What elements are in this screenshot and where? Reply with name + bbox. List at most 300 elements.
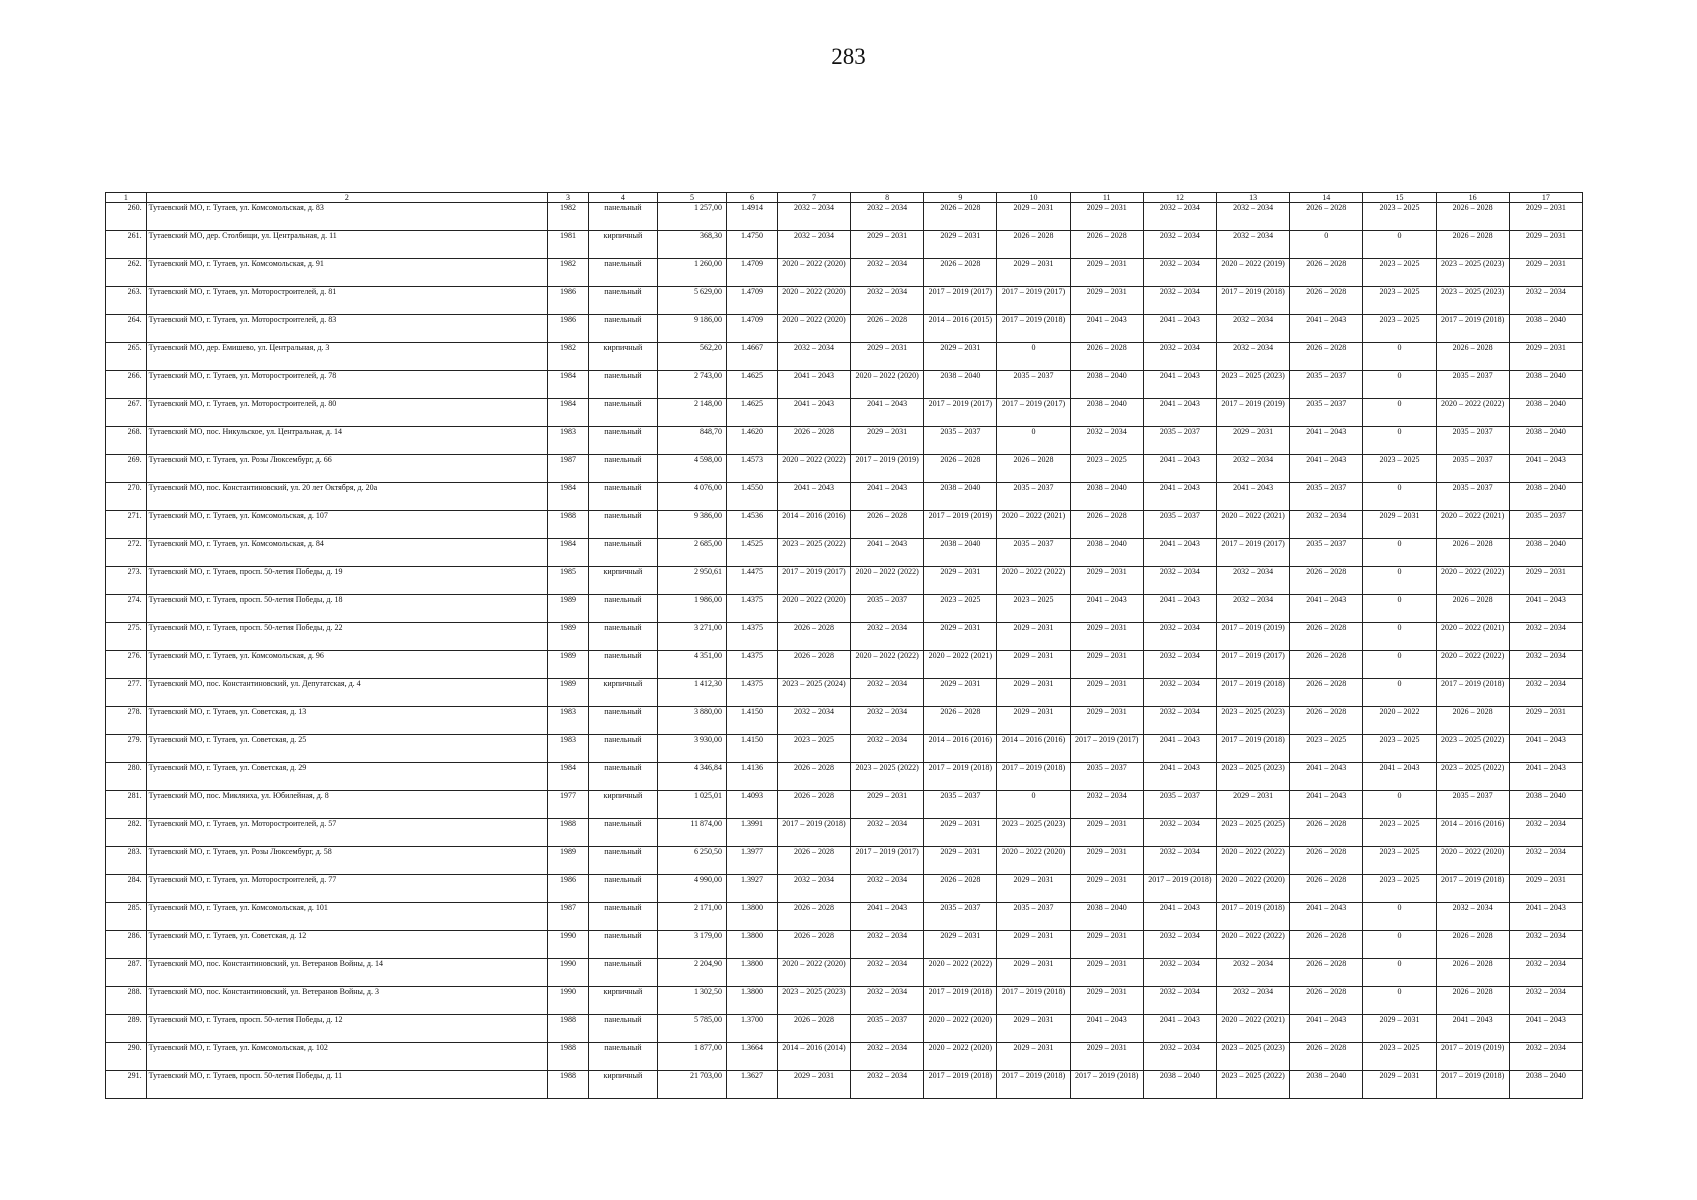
table-cell: 1.4375 — [727, 623, 778, 651]
table-cell: 2017 – 2019 (2018) — [997, 315, 1070, 343]
table-cell: 1.3977 — [727, 847, 778, 875]
table-cell: 1989 — [548, 847, 589, 875]
table-cell: 1984 — [548, 371, 589, 399]
table-cell: 2026 – 2028 — [1070, 231, 1143, 259]
table-cell: 1.3664 — [727, 1043, 778, 1071]
table-cell: 2035 – 2037 — [997, 903, 1070, 931]
table-cell: 1.4914 — [727, 203, 778, 231]
table-cell: панельный — [588, 287, 657, 315]
table-cell: 2035 – 2037 — [1436, 791, 1509, 819]
table-cell: 2026 – 2028 — [1436, 539, 1509, 567]
table-cell: 2 685,00 — [657, 539, 726, 567]
table-cell: 2017 – 2019 (2018) — [1436, 875, 1509, 903]
table-cell: панельный — [588, 483, 657, 511]
table-cell: 2017 – 2019 (2017) — [1216, 539, 1289, 567]
row-number-cell: 262. — [106, 259, 147, 287]
table-row — [106, 651, 1583, 679]
table-cell: 2023 – 2025 — [924, 595, 997, 623]
table-cell: 2032 – 2034 — [1509, 679, 1582, 707]
table-cell: 2020 – 2022 (2021) — [924, 651, 997, 679]
table-row — [106, 427, 1583, 455]
table-cell: 1989 — [548, 595, 589, 623]
table-cell: панельный — [588, 315, 657, 343]
table-cell: 2020 – 2022 (2020) — [1216, 875, 1289, 903]
table-cell: 2029 – 2031 — [1509, 343, 1582, 371]
row-number-cell: 267. — [106, 399, 147, 427]
row-number-cell: 266. — [106, 371, 147, 399]
table-cell: 2035 – 2037 — [851, 595, 924, 623]
table-cell: 1987 — [548, 903, 589, 931]
table-cell: кирпичный — [588, 791, 657, 819]
table-cell: панельный — [588, 959, 657, 987]
table-cell: 0 — [1363, 483, 1436, 511]
table-cell: 2026 – 2028 — [924, 455, 997, 483]
table-cell: панельный — [588, 203, 657, 231]
table-cell: 2029 – 2031 — [997, 259, 1070, 287]
table-cell: 2017 – 2019 (2018) — [924, 763, 997, 791]
table-cell: 2014 – 2016 (2016) — [924, 735, 997, 763]
table-cell: 2029 – 2031 — [777, 1071, 850, 1099]
table-cell: 2014 – 2016 (2015) — [924, 315, 997, 343]
table-cell: 2020 – 2022 (2022) — [1216, 847, 1289, 875]
address-cell: Тутаевский МО, г. Тутаев, ул. Розы Люксембург, д. 58 — [146, 847, 548, 875]
table-cell: 2035 – 2037 — [851, 1015, 924, 1043]
address-cell: Тутаевский МО, пос. Константиновский, ул. Ветеранов Войны, д. 14 — [146, 959, 548, 987]
column-number: 11 — [1070, 193, 1143, 203]
table-cell: 2023 – 2025 — [1363, 847, 1436, 875]
address-cell: Тутаевский МО, г. Тутаев, ул. Комсомольская, д. 84 — [146, 539, 548, 567]
table-cell: 2023 – 2025 — [997, 595, 1070, 623]
table-cell: 2026 – 2028 — [1290, 343, 1363, 371]
table-cell: 2026 – 2028 — [777, 427, 850, 455]
table-cell: 1.4525 — [727, 539, 778, 567]
column-number: 10 — [997, 193, 1070, 203]
table-cell: 2020 – 2022 (2020) — [924, 1043, 997, 1071]
table-cell: 3 930,00 — [657, 735, 726, 763]
address-cell: Тутаевский МО, г. Тутаев, просп. 50-летия Победы, д. 11 — [146, 1071, 548, 1099]
table-cell: 2041 – 2043 — [1509, 455, 1582, 483]
address-cell: Тутаевский МО, г. Тутаев, ул. Советская, д. 29 — [146, 763, 548, 791]
table-cell: 2029 – 2031 — [1363, 1071, 1436, 1099]
table-cell: 2020 – 2022 (2020) — [1436, 847, 1509, 875]
table-row — [106, 903, 1583, 931]
table-cell: 2020 – 2022 (2022) — [997, 567, 1070, 595]
row-number-cell: 284. — [106, 875, 147, 903]
table-row — [106, 315, 1583, 343]
address-cell: Тутаевский МО, г. Тутаев, ул. Моторостроителей, д. 78 — [146, 371, 548, 399]
table-cell: 1.4550 — [727, 483, 778, 511]
table-cell: 2026 – 2028 — [1290, 623, 1363, 651]
table-cell: 2038 – 2040 — [1509, 539, 1582, 567]
table-cell: 4 351,00 — [657, 651, 726, 679]
table-cell: 2017 – 2019 (2018) — [1143, 875, 1216, 903]
table-cell: 2041 – 2043 — [851, 483, 924, 511]
table-cell: 2023 – 2025 (2022) — [851, 763, 924, 791]
table-cell: 0 — [1363, 371, 1436, 399]
column-number: 6 — [727, 193, 778, 203]
table-cell: 2041 – 2043 — [1143, 315, 1216, 343]
table-cell: 2017 – 2019 (2018) — [1436, 679, 1509, 707]
table-cell: 2029 – 2031 — [1070, 651, 1143, 679]
table-cell: 2026 – 2028 — [1290, 931, 1363, 959]
table-cell: 2026 – 2028 — [1070, 343, 1143, 371]
table-cell: 2017 – 2019 (2018) — [1216, 679, 1289, 707]
table-cell: панельный — [588, 511, 657, 539]
table-cell: 1982 — [548, 259, 589, 287]
table-cell: 2041 – 2043 — [1509, 1015, 1582, 1043]
table-cell: 2017 – 2019 (2018) — [777, 819, 850, 847]
column-number-row — [106, 193, 1583, 203]
table-cell: 2026 – 2028 — [1290, 651, 1363, 679]
table-cell: 2041 – 2043 — [1290, 791, 1363, 819]
table-cell: 2029 – 2031 — [851, 231, 924, 259]
table-cell: 2020 – 2022 (2022) — [1436, 567, 1509, 595]
table-cell: 1.4375 — [727, 651, 778, 679]
table-cell: 2017 – 2019 (2019) — [851, 455, 924, 483]
table-cell: 2020 – 2022 (2022) — [777, 455, 850, 483]
address-cell: Тутаевский МО, г. Тутаев, ул. Комсомольская, д. 101 — [146, 903, 548, 931]
table-cell: 2020 – 2022 (2022) — [1216, 931, 1289, 959]
table-cell: 2026 – 2028 — [924, 259, 997, 287]
table-cell: 2029 – 2031 — [1070, 819, 1143, 847]
table-cell: 2032 – 2034 — [777, 707, 850, 735]
table-cell: 2041 – 2043 — [1070, 315, 1143, 343]
table-cell: 2032 – 2034 — [1143, 287, 1216, 315]
table-cell: 2029 – 2031 — [1070, 259, 1143, 287]
table-cell: 2029 – 2031 — [924, 623, 997, 651]
table-cell: 2020 – 2022 (2020) — [924, 1015, 997, 1043]
table-cell: 1990 — [548, 959, 589, 987]
table-cell: 2029 – 2031 — [997, 959, 1070, 987]
table-cell: 2023 – 2025 (2024) — [777, 679, 850, 707]
table-cell: 2032 – 2034 — [1436, 903, 1509, 931]
table-cell: 2029 – 2031 — [1070, 203, 1143, 231]
address-cell: Тутаевский МО, г. Тутаев, ул. Комсомольская, д. 91 — [146, 259, 548, 287]
table-cell: 2032 – 2034 — [851, 287, 924, 315]
table-cell: панельный — [588, 763, 657, 791]
table-cell: панельный — [588, 651, 657, 679]
table-row — [106, 679, 1583, 707]
table-cell: 2026 – 2028 — [1290, 959, 1363, 987]
table-cell: 2026 – 2028 — [1070, 511, 1143, 539]
table-row — [106, 791, 1583, 819]
table-cell: 2029 – 2031 — [997, 203, 1070, 231]
table-cell: панельный — [588, 259, 657, 287]
table-cell: 2029 – 2031 — [1509, 203, 1582, 231]
table-cell: 2017 – 2019 (2018) — [1216, 903, 1289, 931]
table-cell: 2041 – 2043 — [1290, 903, 1363, 931]
table-cell: 2029 – 2031 — [1070, 679, 1143, 707]
table-cell: 2020 – 2022 (2020) — [997, 847, 1070, 875]
row-number-cell: 274. — [106, 595, 147, 623]
table-cell: 2029 – 2031 — [1216, 791, 1289, 819]
row-number-cell: 290. — [106, 1043, 147, 1071]
row-number-cell: 270. — [106, 483, 147, 511]
address-cell: Тутаевский МО, пос. Никульское, ул. Центральная, д. 14 — [146, 427, 548, 455]
table-cell: 2035 – 2037 — [1436, 455, 1509, 483]
table-cell: 2041 – 2043 — [1143, 735, 1216, 763]
table-cell: 0 — [1363, 595, 1436, 623]
table-cell: 1987 — [548, 455, 589, 483]
table-cell: 2017 – 2019 (2018) — [1070, 1071, 1143, 1099]
table-cell: 2032 – 2034 — [851, 987, 924, 1015]
table-cell: 2038 – 2040 — [1070, 539, 1143, 567]
column-number: 15 — [1363, 193, 1436, 203]
table-cell: 2026 – 2028 — [1290, 875, 1363, 903]
table-cell: 2041 – 2043 — [1143, 371, 1216, 399]
table-cell: 2029 – 2031 — [1216, 427, 1289, 455]
table-cell: 2032 – 2034 — [1509, 819, 1582, 847]
table-row — [106, 931, 1583, 959]
table-cell: 2029 – 2031 — [1509, 231, 1582, 259]
table-row — [106, 819, 1583, 847]
page-number: 283 — [831, 44, 866, 69]
table-cell: 2023 – 2025 (2025) — [1216, 819, 1289, 847]
table-row — [106, 595, 1583, 623]
table-cell: 2029 – 2031 — [924, 679, 997, 707]
column-number: 12 — [1143, 193, 1216, 203]
table-cell: 2026 – 2028 — [997, 231, 1070, 259]
row-number-cell: 282. — [106, 819, 147, 847]
table-row — [106, 203, 1583, 231]
table-cell: 2032 – 2034 — [1509, 931, 1582, 959]
column-number: 8 — [851, 193, 924, 203]
table-cell: 2026 – 2028 — [1290, 1043, 1363, 1071]
table-cell: 2029 – 2031 — [997, 679, 1070, 707]
table-cell: 2038 – 2040 — [1509, 399, 1582, 427]
address-cell: Тутаевский МО, г. Тутаев, ул. Советская, д. 13 — [146, 707, 548, 735]
table-cell: 2032 – 2034 — [851, 959, 924, 987]
table-cell: 2041 – 2043 — [1143, 903, 1216, 931]
table-cell: 2023 – 2025 — [1363, 455, 1436, 483]
table-cell: 4 990,00 — [657, 875, 726, 903]
table-cell: 2032 – 2034 — [1216, 595, 1289, 623]
table-cell: 2041 – 2043 — [1070, 595, 1143, 623]
table-cell: 2026 – 2028 — [1436, 931, 1509, 959]
table-cell: 1.3991 — [727, 819, 778, 847]
table-cell: 2026 – 2028 — [851, 511, 924, 539]
table-cell: 2026 – 2028 — [1290, 567, 1363, 595]
table-cell: 2017 – 2019 (2019) — [1436, 1043, 1509, 1071]
table-cell: 2035 – 2037 — [997, 539, 1070, 567]
table-cell: 2029 – 2031 — [1070, 931, 1143, 959]
address-cell: Тутаевский МО, пос. Константиновский, ул. Ветеранов Войны, д. 3 — [146, 987, 548, 1015]
table-cell: 2032 – 2034 — [1216, 567, 1289, 595]
table-cell: 2029 – 2031 — [1070, 623, 1143, 651]
table-cell: панельный — [588, 455, 657, 483]
table-cell: 2017 – 2019 (2019) — [1216, 399, 1289, 427]
row-number-cell: 277. — [106, 679, 147, 707]
table-cell: 562,20 — [657, 343, 726, 371]
table-cell: 2029 – 2031 — [851, 791, 924, 819]
table-cell: 2032 – 2034 — [1216, 455, 1289, 483]
table-cell: 1988 — [548, 1071, 589, 1099]
address-cell: Тутаевский МО, г. Тутаев, ул. Комсомольская, д. 107 — [146, 511, 548, 539]
table-cell: 2017 – 2019 (2017) — [1216, 651, 1289, 679]
table-cell: 0 — [1363, 539, 1436, 567]
table-cell: 0 — [1363, 399, 1436, 427]
table-cell: 2038 – 2040 — [1509, 371, 1582, 399]
table-cell: 0 — [1363, 791, 1436, 819]
table-cell: 2017 – 2019 (2018) — [1216, 287, 1289, 315]
table-cell: 2038 – 2040 — [924, 539, 997, 567]
table-row — [106, 847, 1583, 875]
table-cell: 2038 – 2040 — [1070, 371, 1143, 399]
table-cell: 1988 — [548, 1015, 589, 1043]
table-cell: 5 785,00 — [657, 1015, 726, 1043]
table-cell: 2023 – 2025 (2022) — [1436, 763, 1509, 791]
table-cell: 1981 — [548, 231, 589, 259]
table-cell: 2026 – 2028 — [1290, 847, 1363, 875]
table-cell: 0 — [1363, 651, 1436, 679]
table-cell: 1.4536 — [727, 511, 778, 539]
table-cell: 0 — [1363, 623, 1436, 651]
table-row — [106, 763, 1583, 791]
table-cell: 2035 – 2037 — [1143, 791, 1216, 819]
table-cell: 2041 – 2043 — [1509, 735, 1582, 763]
address-cell: Тутаевский МО, пос. Константиновский, ул. Депутатская, д. 4 — [146, 679, 548, 707]
table-cell: 2026 – 2028 — [777, 847, 850, 875]
table-cell: 2020 – 2022 (2022) — [851, 651, 924, 679]
table-cell: 2017 – 2019 (2017) — [1070, 735, 1143, 763]
column-number: 9 — [924, 193, 997, 203]
table-cell: 4 598,00 — [657, 455, 726, 483]
table-cell: 2023 – 2025 (2023) — [777, 987, 850, 1015]
column-number: 3 — [548, 193, 589, 203]
table-cell: 1.4750 — [727, 231, 778, 259]
table-cell: 2023 – 2025 — [1363, 735, 1436, 763]
table-cell: 2026 – 2028 — [997, 455, 1070, 483]
table-cell: 2035 – 2037 — [924, 791, 997, 819]
table-cell: 2020 – 2022 (2020) — [777, 259, 850, 287]
table-cell: 2026 – 2028 — [777, 903, 850, 931]
address-cell: Тутаевский МО, г. Тутаев, ул. Комсомольская, д. 83 — [146, 203, 548, 231]
address-cell: Тутаевский МО, г. Тутаев, ул. Советская, д. 25 — [146, 735, 548, 763]
table-cell: 2032 – 2034 — [851, 679, 924, 707]
table-cell: 2035 – 2037 — [1509, 511, 1582, 539]
table-cell: 1.4625 — [727, 371, 778, 399]
table-cell: 2017 – 2019 (2018) — [997, 763, 1070, 791]
table-cell: 2029 – 2031 — [1070, 959, 1143, 987]
column-number: 2 — [146, 193, 548, 203]
table-cell: 2014 – 2016 (2016) — [997, 735, 1070, 763]
table-cell: кирпичный — [588, 343, 657, 371]
table-cell: 2041 – 2043 — [777, 483, 850, 511]
table-cell: 2017 – 2019 (2018) — [997, 987, 1070, 1015]
table-cell: 2020 – 2022 (2020) — [777, 315, 850, 343]
row-number-cell: 283. — [106, 847, 147, 875]
table-cell: 2041 – 2043 — [1436, 1015, 1509, 1043]
address-cell: Тутаевский МО, г. Тутаев, ул. Советская, д. 12 — [146, 931, 548, 959]
table-row — [106, 259, 1583, 287]
table-cell: 2020 – 2022 (2020) — [777, 959, 850, 987]
table-cell: 2032 – 2034 — [1143, 623, 1216, 651]
table-cell: 2032 – 2034 — [1143, 931, 1216, 959]
table-cell: 2020 – 2022 (2019) — [1216, 259, 1289, 287]
address-cell: Тутаевский МО, г. Тутаев, ул. Розы Люксембург, д. 66 — [146, 455, 548, 483]
table-cell: 2017 – 2019 (2018) — [1216, 735, 1289, 763]
table-cell: 1984 — [548, 399, 589, 427]
table-cell: 2029 – 2031 — [1070, 875, 1143, 903]
row-number-cell: 291. — [106, 1071, 147, 1099]
table-cell: 2041 – 2043 — [1509, 595, 1582, 623]
table-cell: 2 950,61 — [657, 567, 726, 595]
address-cell: Тутаевский МО, г. Тутаев, просп. 50-летия Победы, д. 19 — [146, 567, 548, 595]
table-cell: 2026 – 2028 — [1290, 259, 1363, 287]
table-cell: 2032 – 2034 — [1216, 959, 1289, 987]
table-cell: 2032 – 2034 — [1143, 651, 1216, 679]
table-cell: 1988 — [548, 819, 589, 847]
table-row — [106, 567, 1583, 595]
row-number-cell: 263. — [106, 287, 147, 315]
table-cell: 1.4093 — [727, 791, 778, 819]
table-cell: 2023 – 2025 — [1363, 819, 1436, 847]
address-cell: Тутаевский МО, г. Тутаев, ул. Моторостроителей, д. 80 — [146, 399, 548, 427]
table-row — [106, 735, 1583, 763]
table-cell: 2029 – 2031 — [1070, 567, 1143, 595]
table-cell: 11 874,00 — [657, 819, 726, 847]
repair-schedule-table — [105, 192, 1583, 1099]
table-cell: панельный — [588, 1043, 657, 1071]
table-cell: 2032 – 2034 — [1216, 231, 1289, 259]
table-cell: 1.4709 — [727, 315, 778, 343]
table-cell: 2032 – 2034 — [1143, 847, 1216, 875]
table-cell: 2029 – 2031 — [1509, 707, 1582, 735]
address-cell: Тутаевский МО, дер. Емишево, ул. Центральная, д. 3 — [146, 343, 548, 371]
table-cell: 9 186,00 — [657, 315, 726, 343]
table-cell: 1.3800 — [727, 959, 778, 987]
table-cell: 2020 – 2022 (2021) — [1436, 623, 1509, 651]
table-cell: 2017 – 2019 (2017) — [777, 567, 850, 595]
row-number-cell: 261. — [106, 231, 147, 259]
table-cell: 0 — [997, 343, 1070, 371]
column-number: 7 — [777, 193, 850, 203]
table-cell: 2041 – 2043 — [1070, 1015, 1143, 1043]
table-cell: 1988 — [548, 511, 589, 539]
table-cell: 0 — [1363, 931, 1436, 959]
table-cell: 2041 – 2043 — [1509, 763, 1582, 791]
table-cell: 2032 – 2034 — [1143, 1043, 1216, 1071]
table-cell: панельный — [588, 371, 657, 399]
table-cell: 2029 – 2031 — [1509, 875, 1582, 903]
table-cell: 1990 — [548, 931, 589, 959]
table-cell: 2032 – 2034 — [1290, 511, 1363, 539]
table-cell: 0 — [1290, 231, 1363, 259]
table-cell: 1.4150 — [727, 735, 778, 763]
table-cell: панельный — [588, 875, 657, 903]
table-cell: 2032 – 2034 — [1509, 987, 1582, 1015]
table-cell: 2041 – 2043 — [1290, 427, 1363, 455]
table-cell: 2038 – 2040 — [1509, 315, 1582, 343]
row-number-cell: 264. — [106, 315, 147, 343]
table-cell: 2029 – 2031 — [997, 931, 1070, 959]
table-cell: 2026 – 2028 — [777, 623, 850, 651]
table-cell: 2035 – 2037 — [1436, 427, 1509, 455]
table-cell: 2029 – 2031 — [1363, 1015, 1436, 1043]
table-cell: 2017 – 2019 (2017) — [997, 287, 1070, 315]
table-cell: 0 — [1363, 343, 1436, 371]
table-cell: 2026 – 2028 — [777, 791, 850, 819]
table-row — [106, 959, 1583, 987]
table-cell: 1986 — [548, 875, 589, 903]
table-cell: 2 148,00 — [657, 399, 726, 427]
table-cell: 2038 – 2040 — [1070, 483, 1143, 511]
table-cell: 2017 – 2019 (2018) — [997, 1071, 1070, 1099]
table-cell: 1.4136 — [727, 763, 778, 791]
table-cell: 2026 – 2028 — [777, 1015, 850, 1043]
table-cell: 2038 – 2040 — [924, 371, 997, 399]
table-cell: 2017 – 2019 (2017) — [997, 399, 1070, 427]
